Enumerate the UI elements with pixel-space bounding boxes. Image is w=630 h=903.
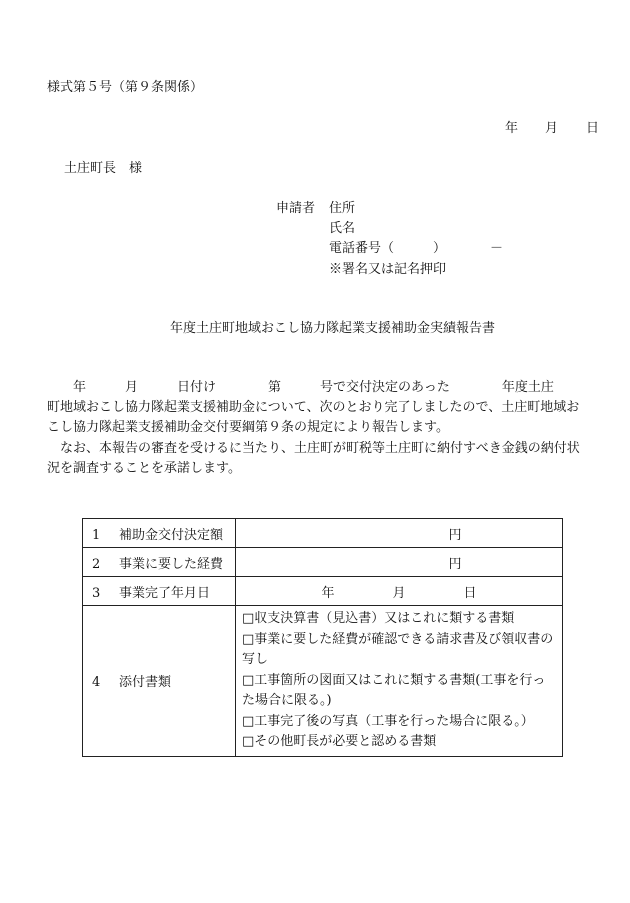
body-line-5: 況を調査することを承諾します。 — [47, 461, 241, 476]
attachment-item[interactable]: □収支決算書（見込書）又はこれに類する書類 — [242, 611, 515, 626]
date-year: 年 — [505, 121, 519, 136]
expense-cell[interactable] — [236, 548, 563, 577]
table-row — [83, 606, 563, 757]
phone-dash: － — [490, 241, 504, 256]
table-row — [83, 519, 563, 548]
row-number: 4 — [92, 675, 101, 691]
attachment-item[interactable]: □事業に要した経費が確認できる請求書及び領収書の写し — [242, 631, 554, 667]
signature-note: ※署名又は記名押印 — [329, 262, 447, 277]
yen-unit: 円 — [448, 527, 462, 543]
yen-unit: 円 — [448, 556, 462, 572]
row-number: 1 — [92, 527, 101, 543]
row-number: 3 — [92, 585, 101, 601]
row-number: 2 — [92, 556, 101, 572]
phone-paren-close: ） — [433, 241, 447, 256]
completion-year: 年 — [321, 585, 335, 601]
row-label: 事業完了年月日 — [119, 585, 211, 601]
row-label-cell — [83, 519, 236, 548]
date-month: 月 — [545, 121, 559, 136]
document-title: 年度土庄町地域おこし協力隊起業支援補助金実績報告書 — [170, 321, 496, 336]
row-label: 添付書類 — [119, 675, 172, 691]
name-label: 氏名 — [329, 221, 356, 236]
row-label: 事業に要した経費 — [119, 556, 224, 572]
attachments-cell — [236, 606, 563, 757]
attachment-item[interactable]: □工事箇所の図面又はこれに類する書類(工事を行った場合に限る。) — [242, 672, 546, 708]
completion-month: 月 — [392, 585, 406, 601]
row-label: 補助金交付決定額 — [119, 527, 224, 543]
row-label-cell — [83, 577, 236, 606]
applicant-label: 申請者 — [276, 201, 316, 216]
row-label-cell — [83, 606, 236, 757]
table-row — [83, 577, 563, 606]
body-line-4: なお、本報告の審査を受けるに当たり、土庄町が町税等土庄町に納付すべき金銭の納付状 — [47, 441, 580, 456]
report-table — [82, 518, 563, 757]
addressee: 土庄町長 様 — [64, 161, 143, 176]
row-label-cell — [83, 548, 236, 577]
body-line-2: 町地域おこし協力隊起業支援補助金について、次のとおり完了しましたので、土庄町地域お — [47, 400, 580, 415]
completion-day: 日 — [463, 585, 477, 601]
completion-date-cell[interactable] — [236, 577, 563, 606]
table-row — [83, 548, 563, 577]
attachment-item[interactable]: □その他町長が必要と認める書類 — [242, 734, 437, 749]
body-line-1: 年 月 日付け 第 号で交付決定のあった 年度土庄 — [47, 380, 554, 395]
date-day: 日 — [586, 121, 600, 136]
body-line-3: こし協力隊起業支援補助金交付要綱第９条の規定により報告します。 — [47, 420, 449, 435]
address-label: 住所 — [329, 201, 356, 216]
form-id: 様式第５号（第９条関係） — [47, 80, 204, 95]
attachment-item[interactable]: □工事完了後の写真（工事を行った場合に限る。） — [242, 713, 534, 729]
phone-label: 電話番号（ — [329, 241, 395, 256]
amount-cell[interactable] — [236, 519, 563, 548]
